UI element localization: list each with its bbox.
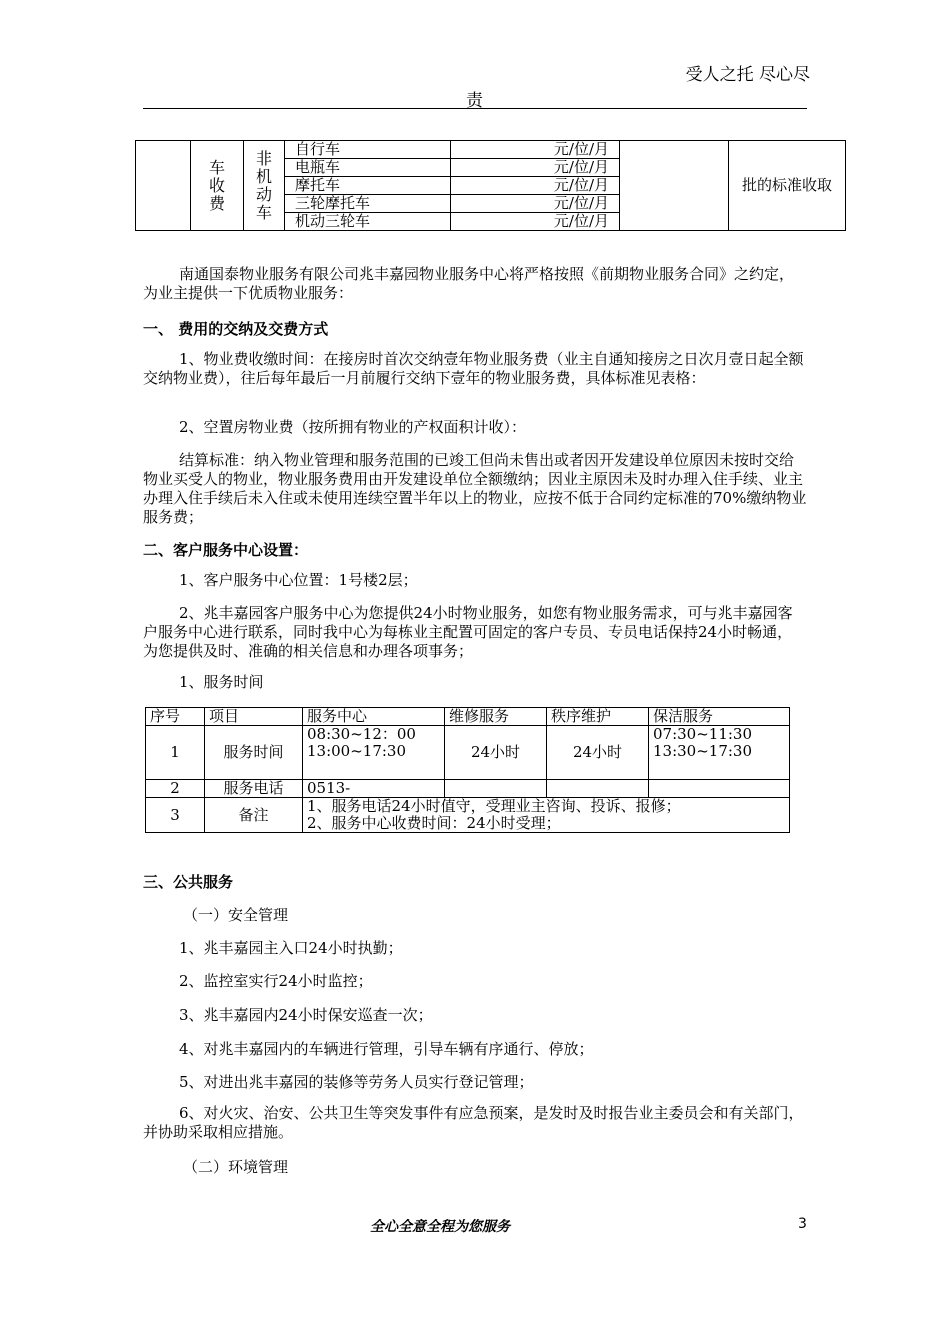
section-2-p1: 1、客户服务中心位置：1号楼2层； [179,571,418,589]
row-item: 服务时间 [205,726,303,780]
fee-item-cell: 机动三轮车 [285,213,451,231]
list-item: 4、对兆丰嘉园内的车辆进行管理，引导车辆有序通行、停放； [179,1040,594,1058]
table-row [146,780,790,798]
fee-unit-cell: 元/位/月 [451,195,620,213]
row-number: 2 [146,780,205,798]
subsection-security: （一）安全管理 [183,906,289,924]
fee-unit-cell: 元/位/月 [451,177,620,195]
empty-cell [547,780,649,798]
row-number: 1 [146,726,205,780]
service-hours-table [145,707,790,833]
section-3-title: 三、公共服务 [143,873,234,891]
fee-unit-cell: 元/位/月 [451,141,620,159]
list-item: 6、对火灾、治安、公共卫生等突发事件有应急预案，是发时及时报告业主委员会和有关部门，并协助采取相应措施。 [143,1104,804,1141]
table-header-cell: 保洁服务 [649,708,790,726]
section-1-title: 一、 费用的交纳及交费方式 [143,320,329,338]
list-item: 2、监控室实行24小时监控； [179,972,373,990]
non-motor-vehicle-cell: 非机动车 [244,141,285,231]
fee-item-cell: 三轮摩托车 [285,195,451,213]
fee-note-cell: 批的标准收取 [729,141,846,231]
header-slogan-continued: 责 [466,91,483,111]
fee-item-cell: 电瓶车 [285,159,451,177]
empty-cell [620,141,729,231]
section-1-p1: 1、物业费收缴时间：在接房时首次交纳壹年物业服务费（业主自通知接房之日次月壹日起全额交纳物业费），往后每年最后一月前履行交纳下壹年的物业服务费，具体标准见表格： [143,350,804,387]
table-row [146,708,790,726]
section-2-title: 二、客户服务中心设置： [143,541,309,559]
vehicle-fee-cell: 车收费 [191,141,244,231]
empty-cell [649,780,790,798]
table-header-cell: 秩序维护 [547,708,649,726]
section-2-p2: 2、兆丰嘉园客户服务中心为您提供24小时物业服务，如您有物业服务需求，可与兆丰嘉园客户服务中心进行联系，同时我中心为每栋业主配置可固定的客户专员、专员电话保持24小时畅通，为您提供及时、准确的相关信息和办理各项事务； [143,604,793,660]
table-header-cell: 维修服务 [445,708,547,726]
intro-paragraph: 南通国泰物业服务有限公司兆丰嘉园物业服务中心将严格按照《前期物业服务合同》之约定，为业主提供一下优质物业服务： [143,265,795,302]
subsection-environment: （二）环境管理 [183,1158,289,1176]
repair-hours: 24小时 [445,726,547,780]
parking-fee-table [135,140,846,231]
row-number: 3 [146,798,205,833]
section-1-p3: 结算标准：纳入物业管理和服务范围的已竣工但尚未售出或者因开发建设单位原因未按时交给物业买受人的物业，物业服务费用由开发建设单位全额缴纳；因业主原因未及时办理入住手续、业主办理入住手续后未入住或未使用连续空置半年以上的物业，应按不低于合同约定标准的70%缴纳物业服务费； [143,451,807,526]
table-header-cell: 服务中心 [303,708,445,726]
footer-slogan: 全心全意全程为您服务 [370,1219,510,1235]
fee-category-cell [136,141,191,231]
table-row [136,141,846,159]
fee-unit-cell: 元/位/月 [451,213,620,231]
table-header-cell: 序号 [146,708,205,726]
service-phone: 0513- [303,780,445,798]
row-item: 服务电话 [205,780,303,798]
section-2-p3: 1、服务时间 [179,673,264,691]
table-header-cell: 项目 [205,708,303,726]
cleaning-hours: 07:30~11:30 13:30~17:30 [649,726,790,780]
list-item: 1、兆丰嘉园主入口24小时执勤； [179,939,403,957]
fee-item-cell: 自行车 [285,141,451,159]
header-slogan: 受人之托 尽心尽 [685,65,810,85]
table-row [146,798,790,833]
list-item: 3、兆丰嘉园内24小时保安巡查一次； [179,1006,433,1024]
page-number: 3 [798,1216,807,1232]
remarks-cell: 1、服务电话24小时值守，受理业主咨询、投诉、报修； 2、服务中心收费时间：24小时受理； [303,798,790,833]
fee-item-cell: 摩托车 [285,177,451,195]
service-center-hours: 08:30~12：00 13:00~17:30 [303,726,445,780]
fee-unit-cell: 元/位/月 [451,159,620,177]
empty-cell [445,780,547,798]
table-row [146,726,790,780]
list-item: 5、对进出兆丰嘉园的装修等劳务人员实行登记管理； [179,1073,534,1091]
row-item: 备注 [205,798,303,833]
order-hours: 24小时 [547,726,649,780]
header-divider [143,108,807,109]
section-1-p2: 2、空置房物业费（按所拥有物业的产权面积计收）： [179,418,527,436]
